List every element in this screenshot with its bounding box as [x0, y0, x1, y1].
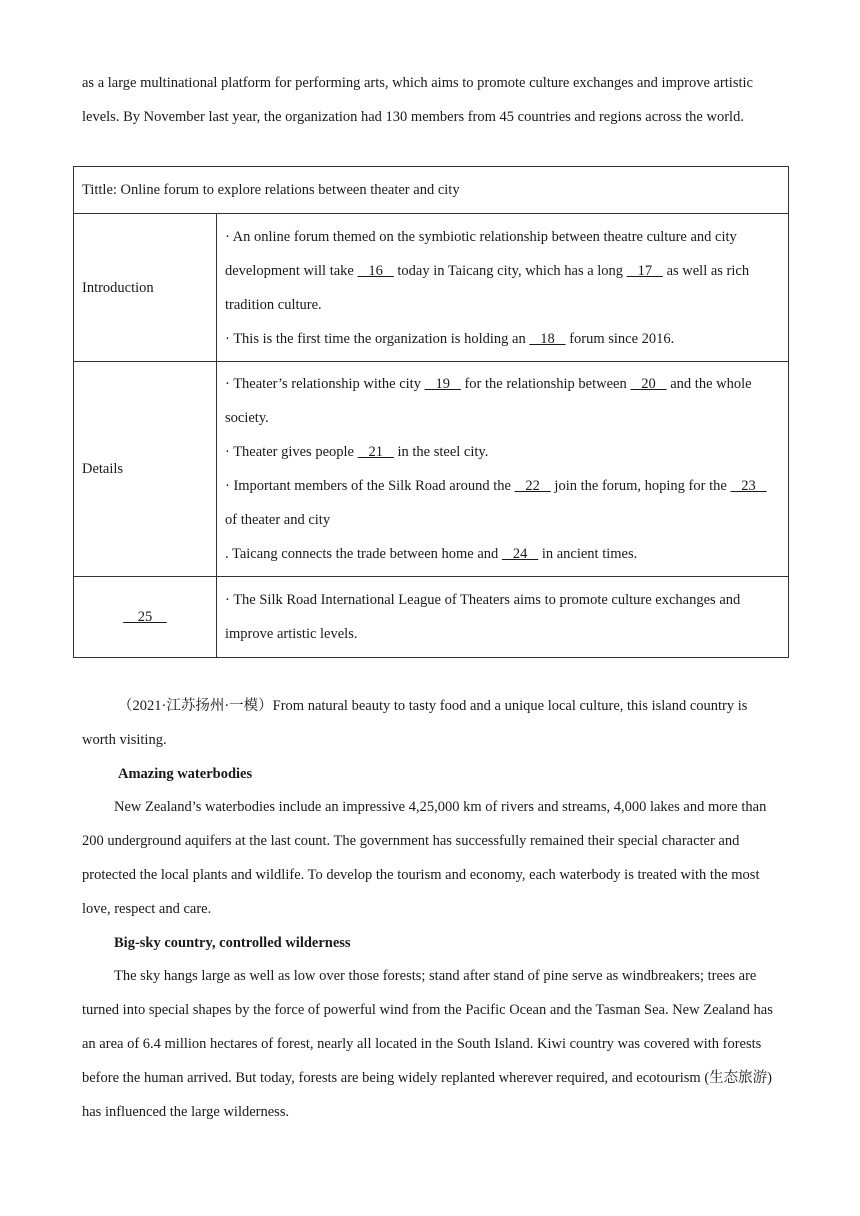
answer-blank: 25: [123, 609, 167, 625]
answer-blank: 21: [357, 444, 394, 460]
content-line: · This is the first time the organization is holding an 18 forum since 2016.: [225, 330, 675, 347]
content-line: · Theater’s relationship withe city 19 for the relationship between 20 and the whole society.: [225, 376, 752, 426]
table-row: [74, 577, 789, 658]
row-content: [217, 362, 789, 577]
answer-blank: 20: [630, 376, 667, 392]
content-line: · Theater gives people 21 in the steel city.: [225, 444, 489, 460]
table-row: [74, 362, 789, 577]
info-table: [73, 166, 789, 658]
row-label-blank-25: [74, 577, 217, 658]
row-label-details: Details: [74, 362, 217, 577]
table-title: Tittle: Online forum to explore relations between theater and city: [74, 167, 789, 214]
answer-blank: 19: [424, 376, 461, 392]
answer-blank: 16: [357, 262, 394, 279]
row-content: [217, 214, 789, 362]
row-content: [217, 577, 789, 658]
answer-blank: 17: [626, 262, 663, 279]
section-heading-big-sky: Big-sky country, controlled wilderness: [114, 935, 351, 951]
answer-blank: 23: [730, 478, 767, 494]
content-line: · An online forum themed on the symbiotic relationship between theatre culture and city development will take 16 today in Taicang city, which has a long 17 as well as rich tradition culture.: [225, 228, 750, 313]
answer-blank: 22: [514, 478, 551, 494]
row-label-introduction: Introduction: [74, 214, 217, 362]
section-heading-waterbodies: Amazing waterbodies: [118, 766, 253, 782]
content-line: · Important members of the Silk Road around the 22 join the forum, hoping for the 23 of theater and city: [225, 478, 767, 528]
content-line: · The Silk Road International League of Theaters aims to promote culture exchanges and improve artistic levels.: [225, 592, 741, 642]
answer-blank: 18: [529, 330, 566, 347]
paragraph-big-sky: The sky hangs large as well as low over those forests; stand after stand of pine serve as windbreakers; trees are turned into special shapes by the force of powerful wind from the Pacific Ocean and the Tasman Sea. New Zealand has an area of 6.4 million hectares of forest, nearly all located in the South Island. Kiwi country was covered with forests before the human arrived. But today, forests are being widely replanted wherever required, and ecotourism (生态旅游) has influenced the large wilderness.: [82, 968, 773, 1120]
answer-blank: 24: [501, 546, 539, 562]
table-row: [74, 214, 789, 362]
paragraph-waterbodies: New Zealand’s waterbodies include an impressive 4,25,000 km of rivers and streams, 4,000 lakes and more than 200 underground aquifers at the last count. The government has successfully remained their special character and protected the local plants and wildlife. To develop the tourism and economy, each waterbody is treated with the most love, respect and care.: [82, 799, 767, 917]
intro-paragraph: as a large multinational platform for performing arts, which aims to promote culture exchanges and improve artistic levels. By November last year, the organization had 130 members from 45 countries and regions across the world.: [82, 75, 753, 125]
content-line: . Taicang connects the trade between home and 24 in ancient times.: [225, 546, 638, 562]
passage-intro: （2021·江苏扬州·一模）From natural beauty to tasty food and a unique local culture, this island country is worth visiting.: [82, 698, 748, 748]
